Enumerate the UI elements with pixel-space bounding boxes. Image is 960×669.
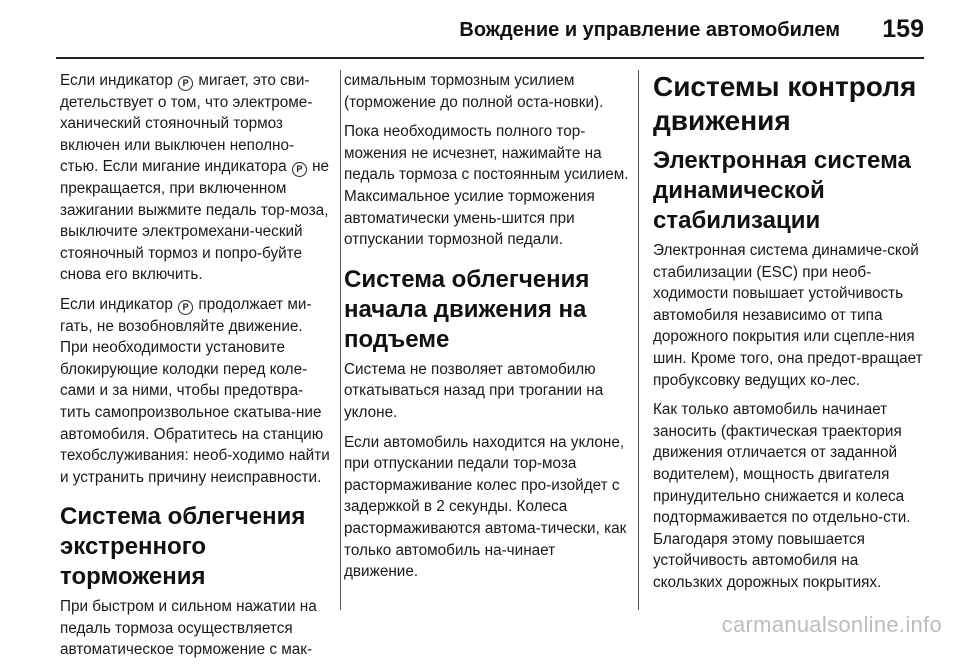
- header-rule: [56, 57, 924, 59]
- column-divider-1: [340, 70, 341, 610]
- section-heading-emergency-braking: Система облегчения экстренного торможения: [60, 503, 306, 591]
- paragraph-emergency-braking: При быстром и сильном нажатии на педаль тормоза осуществляется автоматическое торможение с мак-: [60, 598, 317, 659]
- running-title: Вождение и управление автомобилем: [459, 19, 840, 41]
- watermark: carmanualsonline.info: [721, 612, 942, 637]
- paragraph-hill-start-detail: Если автомобиль находится на уклоне, при отпускании педали тор-моза растормаживание колес про-изойдет с задержкой в 2 секунды. Колеса растормаживаются автома-тически, как только автомобиль на-чинает движение.: [344, 433, 627, 581]
- page-header: [0, 0, 960, 58]
- page-number: 159: [882, 15, 924, 43]
- column-3: [653, 70, 925, 602]
- parking-brake-indicator-icon: P: [292, 162, 307, 177]
- paragraph-constant-pressure: Пока необходимость полного тор-можения не исчезнет, нажимайте на педаль тормоза с постоянным усилием. Максимальное усилие торможения автоматически умень-шится при отпускании тормозной педали.: [344, 123, 629, 249]
- section-heading-esc: Электронная система динамической стабилизации: [653, 147, 911, 234]
- paragraph-continuation: симальным тормозным усилием (торможение до полной оста-новки).: [344, 72, 604, 111]
- section-heading-hill-start-assist: Система облегчения начала движения на подъеме: [344, 265, 590, 353]
- parking-brake-indicator-icon: P: [178, 76, 193, 91]
- chapter-heading-driving-control-systems: Системы контроля движения: [653, 71, 917, 136]
- paragraph-brake-indicator-flashing: Если индикатор P мигает, это сви-детельствует о том, что электроме-ханический стояночный тормоз включен или выключен неполно-стью. Если мигание индикатора P не прекращается, при включенном зажигании выжмите педаль тор-моза, выключите электромехани-ческий стояночный тормоз и попро-буйте снова его включить.: [60, 72, 330, 284]
- column-divider-2: [638, 70, 639, 610]
- column-1: [60, 70, 332, 669]
- paragraph-esc-skid: Как только автомобиль начинает заносить (фактическая траектория движения отличается от заданной водителем), мощность двигателя принудительно снижается и колеса подтормаживается по отдельно-сти. Благодаря этому повышается устойчивость автомобиля на скользких дорожных покрытиях.: [653, 401, 911, 591]
- paragraph-esc-intro: Электронная система динамиче-ской стабилизации (ESC) при необ-ходимости повышает устойчивость автомобиля независимо от типа дорожного покрытия или сцепле-ния шин. Кроме того, она предот-вращает пробуксовку ведущих ко-лес.: [653, 242, 923, 389]
- paragraph-hill-start-intro: Система не позволяет автомобилю откатываться назад при трогании на уклоне.: [344, 360, 604, 421]
- paragraph-brake-indicator-persists: Если индикатор P продолжает ми-гать, не возобновляйте движение. При необходимости установите блокирующие колодки перед коле-сами и за ними, чтобы предотвра-тить самопроизвольное скатыва-ние автомобиля. Обратитесь на станцию техобслуживания: необ-ходимо найти и устранить причину неисправности.: [60, 295, 330, 486]
- parking-brake-indicator-icon: P: [178, 300, 193, 315]
- column-2: [344, 70, 632, 591]
